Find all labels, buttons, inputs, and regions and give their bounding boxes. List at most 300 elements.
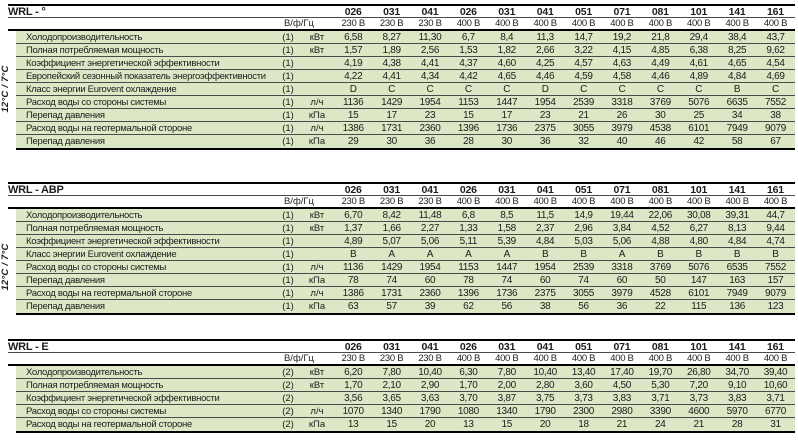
- cell-value: 17,40: [610, 366, 634, 378]
- row-footnote-ref: (1): [282, 122, 294, 134]
- cell-value: 6635: [726, 96, 748, 108]
- cell-value: 5970: [726, 405, 748, 417]
- model-header: 071: [613, 5, 631, 18]
- cell-value: C: [772, 83, 779, 95]
- row-label: Полная потребляемая мощность: [26, 44, 164, 56]
- row-footnote-ref: (1): [282, 136, 294, 147]
- row-unit: кПа: [308, 136, 326, 147]
- model-header: 101: [690, 340, 708, 353]
- cell-value: 10,40: [533, 366, 557, 378]
- cell-value: 3,73: [689, 392, 708, 404]
- table-row: [16, 44, 795, 57]
- cell-value: 1136: [343, 96, 364, 108]
- voltage-value: 400 В: [610, 196, 634, 207]
- model-header: 026: [459, 183, 477, 196]
- row-label: Холодопроизводительность: [26, 31, 143, 43]
- cell-value: 46: [655, 136, 666, 147]
- cell-value: 60: [424, 274, 436, 286]
- cell-value: A: [388, 248, 395, 260]
- cell-value: 3,71: [766, 392, 785, 404]
- cell-value: 15: [347, 109, 359, 121]
- cell-value: 1153: [458, 261, 479, 273]
- cell-value: 3055: [573, 287, 595, 299]
- row-label: Расход воды со стороны системы: [26, 96, 167, 108]
- cell-value: 4,69: [766, 70, 785, 82]
- cell-value: 6,7: [461, 31, 475, 43]
- cell-value: 2,37: [536, 222, 555, 234]
- voltage-value: 400 В: [763, 353, 788, 364]
- model-header: 141: [728, 340, 746, 353]
- cell-value: 2980: [611, 405, 633, 417]
- row-label: Расход воды со стороны системы: [26, 405, 167, 417]
- spec-table-3: [8, 339, 795, 433]
- cell-value: 4,89: [344, 235, 363, 247]
- cell-value: 56: [578, 301, 589, 312]
- row-label: Расход воды на геотермальной стороне: [26, 287, 192, 299]
- cell-value: 2,27: [420, 222, 440, 234]
- voltage-value: 400 В: [648, 196, 672, 207]
- cell-value: 4,84: [536, 235, 555, 247]
- row-label: Класс энергии Eurovent охлаждение: [26, 83, 177, 95]
- row-unit: кВт: [309, 379, 325, 391]
- cell-value: 40: [616, 136, 628, 147]
- cell-value: 1,70: [459, 379, 478, 391]
- voltage-value: 400 В: [571, 18, 596, 29]
- cell-value: 4,65: [497, 70, 516, 82]
- cell-value: 4,52: [651, 222, 670, 234]
- cell-value: 6,27: [689, 222, 708, 234]
- cell-value: 26: [616, 109, 628, 121]
- title-span: [8, 341, 334, 353]
- model-header: 026: [344, 183, 362, 196]
- cell-value: C: [426, 83, 434, 95]
- voltage-value: 230 В: [379, 353, 404, 364]
- voltage-value: 400 В: [571, 196, 596, 207]
- cell-value: 4,59: [574, 70, 593, 82]
- voltage-row: [8, 353, 795, 366]
- cell-value: C: [695, 83, 703, 95]
- cell-value: 34,70: [725, 366, 749, 378]
- model-header: 031: [383, 5, 401, 18]
- cell-value: 42: [693, 136, 704, 147]
- voltage-value: 230 В: [341, 18, 365, 29]
- cell-value: 6,58: [344, 31, 363, 43]
- cell-value: 74: [501, 274, 513, 286]
- voltage-value: 400 В: [533, 196, 557, 207]
- row-label: Перепад давления: [26, 301, 105, 312]
- row-label: Перепад давления: [26, 274, 105, 286]
- cell-value: 11,3: [536, 31, 554, 43]
- cell-value: 19,2: [612, 31, 632, 43]
- voltage-value: 400 В: [495, 196, 519, 207]
- voltage-value: 230 В: [418, 353, 442, 364]
- cell-value: 2375: [534, 287, 556, 299]
- cell-value: 11,48: [418, 209, 442, 221]
- row-unit: кВт: [309, 209, 325, 221]
- cell-value: 30: [386, 136, 397, 147]
- cell-value: 4,41: [420, 57, 440, 69]
- cell-value: 34: [731, 109, 743, 121]
- cell-value: 1,37: [344, 222, 363, 234]
- cell-value: A: [503, 248, 510, 260]
- row-label: Полная потребляемая мощность: [26, 379, 164, 391]
- cell-value: 4,85: [651, 44, 670, 56]
- row-label: Европейский сезонный показатель энергоэффективности: [26, 70, 266, 82]
- cell-value: 3390: [649, 405, 671, 417]
- row-footnote-ref: (1): [282, 287, 294, 299]
- cell-value: 1396: [457, 287, 479, 299]
- cell-value: C: [464, 83, 472, 95]
- cell-value: 3055: [573, 122, 595, 134]
- cell-value: 19,44: [610, 209, 634, 221]
- cell-value: 1429: [381, 261, 403, 273]
- cell-value: 30,08: [686, 209, 711, 221]
- cell-value: 6101: [688, 122, 710, 134]
- cell-value: 6,20: [344, 366, 363, 378]
- cell-value: 3,63: [420, 392, 440, 404]
- table-gap: [0, 315, 798, 339]
- cell-value: 1790: [419, 405, 441, 417]
- cell-value: 21,8: [651, 31, 670, 43]
- model-header: 081: [651, 183, 669, 196]
- table-row: [16, 418, 795, 431]
- row-footnote-ref: (1): [282, 96, 294, 108]
- cell-value: 1731: [381, 122, 403, 134]
- cell-value: 50: [655, 274, 666, 286]
- row-label: Коэффициент энергетической эффективности: [26, 392, 220, 404]
- model-header: 041: [421, 5, 439, 18]
- cell-value: 2375: [534, 122, 556, 134]
- cell-value: 4600: [688, 405, 710, 417]
- table-row: [16, 70, 795, 83]
- model-header: 081: [651, 340, 669, 353]
- model-header: 031: [383, 340, 401, 353]
- row-footnote-ref: (1): [282, 301, 294, 312]
- table-row: [16, 392, 795, 405]
- row-footnote-ref: (2): [282, 379, 294, 391]
- cell-value: 29: [347, 136, 359, 147]
- cell-value: 4,19: [344, 57, 363, 69]
- row-unit: кВт: [309, 44, 325, 56]
- cell-value: 2539: [573, 96, 595, 108]
- cell-value: 5,06: [420, 235, 440, 247]
- cell-value: 8,42: [382, 209, 401, 221]
- voltage-value: 400 В: [725, 353, 749, 364]
- cell-value: 3,87: [497, 392, 516, 404]
- cell-value: 1429: [381, 96, 403, 108]
- cell-value: 4,49: [651, 57, 670, 69]
- table-row: [16, 57, 795, 70]
- cell-value: 9,62: [766, 44, 785, 56]
- row-label: Холодопроизводительность: [26, 366, 143, 378]
- cell-value: 1954: [419, 261, 441, 273]
- cell-value: 38: [770, 109, 781, 121]
- row-unit: кПа: [308, 274, 326, 286]
- table-gap: [0, 150, 798, 182]
- model-header: 071: [613, 340, 631, 353]
- cell-value: 2,90: [420, 379, 440, 391]
- cell-value: 8,4: [500, 31, 514, 43]
- row-unit: кВт: [309, 31, 325, 43]
- cell-value: 36: [424, 136, 436, 147]
- cell-value: 38: [539, 301, 551, 312]
- cell-value: 74: [578, 274, 589, 286]
- voltage-value: 400 В: [725, 196, 749, 207]
- cell-value: 4538: [649, 122, 671, 134]
- cell-value: A: [465, 248, 472, 260]
- table-row: [16, 287, 795, 300]
- cell-value: 39: [424, 301, 436, 312]
- cell-value: 13,40: [571, 366, 596, 378]
- cell-value: B: [541, 248, 549, 260]
- cell-value: 67: [770, 136, 781, 147]
- cell-value: 2300: [573, 405, 595, 417]
- cell-value: 2,66: [536, 44, 555, 56]
- cell-value: 1954: [419, 96, 441, 108]
- cell-value: 4,34: [420, 70, 440, 82]
- table-row: [16, 83, 795, 96]
- cell-value: 6770: [764, 405, 787, 417]
- table-row: [16, 235, 795, 248]
- voltage-value: 400 В: [571, 353, 596, 364]
- cell-value: 4,63: [612, 57, 632, 69]
- cell-value: 28: [463, 136, 474, 147]
- cell-value: 1070: [342, 405, 364, 417]
- cell-value: 4,25: [536, 57, 555, 69]
- cell-value: 3769: [649, 96, 671, 108]
- table-row: [16, 109, 795, 122]
- cell-value: 15: [463, 109, 474, 121]
- cell-value: 78: [463, 274, 474, 286]
- cell-value: 6,30: [459, 366, 478, 378]
- cell-value: 1153: [458, 96, 479, 108]
- cell-value: 5,03: [574, 235, 593, 247]
- row-footnote-ref: (1): [282, 31, 294, 43]
- model-header: 026: [459, 5, 477, 18]
- cell-value: 60: [616, 274, 628, 286]
- cell-value: 1736: [496, 122, 518, 134]
- table-row: [16, 135, 795, 148]
- voltage-value: 400 В: [456, 353, 481, 364]
- cell-value: 4,38: [382, 57, 401, 69]
- voltage-value: 400 В: [456, 18, 481, 29]
- voltage-header-label: В/ф/Гц: [283, 196, 314, 207]
- table-row: [16, 261, 795, 274]
- row-unit: л/ч: [310, 287, 324, 299]
- cell-value: 1954: [534, 96, 556, 108]
- voltage-row: [8, 18, 795, 31]
- cell-value: 1790: [534, 405, 556, 417]
- cell-value: 9,44: [766, 222, 785, 234]
- cell-value: 21: [616, 419, 628, 430]
- cell-value: 20: [424, 419, 436, 430]
- cell-value: 36: [616, 301, 628, 312]
- cell-value: 8,25: [727, 44, 747, 56]
- cell-value: 3,60: [574, 379, 593, 391]
- model-header: 026: [344, 5, 362, 18]
- row-footnote-ref: (1): [282, 274, 294, 286]
- row-footnote-ref: (1): [282, 235, 294, 247]
- row-unit: л/ч: [310, 261, 324, 273]
- cell-value: 3,83: [727, 392, 747, 404]
- cell-value: 4,22: [344, 70, 363, 82]
- cell-value: 2,00: [497, 379, 516, 391]
- row-footnote-ref: (2): [282, 405, 294, 417]
- cell-value: 22,06: [648, 209, 673, 221]
- cell-value: 2,10: [382, 379, 401, 391]
- cell-value: 4,50: [612, 379, 632, 391]
- row-footnote-ref: (2): [282, 366, 294, 378]
- cell-value: 3,75: [536, 392, 555, 404]
- table-row: [16, 300, 795, 313]
- cell-value: 9079: [764, 287, 787, 299]
- model-header: 141: [728, 5, 746, 18]
- cell-value: 31: [770, 419, 781, 430]
- voltage-value: 400 В: [610, 353, 634, 364]
- table-title-row: [8, 182, 795, 196]
- model-header: 141: [728, 183, 746, 196]
- cell-value: 39,40: [763, 366, 788, 378]
- cell-value: 5076: [688, 96, 710, 108]
- table-body: [16, 209, 795, 315]
- cell-value: B: [733, 248, 741, 260]
- row-unit: кВт: [309, 222, 325, 234]
- table-row: [16, 222, 795, 235]
- cell-value: 74: [386, 274, 397, 286]
- series-title: WRL - °: [8, 5, 46, 18]
- cell-value: 13: [463, 419, 474, 430]
- cell-value: 10,60: [763, 379, 788, 391]
- cell-value: 7,80: [497, 366, 516, 378]
- row-footnote-ref: (1): [282, 57, 294, 69]
- cell-value: 4,65: [727, 57, 747, 69]
- cell-value: C: [580, 83, 587, 95]
- cell-value: 1731: [381, 287, 403, 299]
- cell-value: 1,66: [382, 222, 401, 234]
- cell-value: 5,07: [382, 235, 401, 247]
- voltage-value: 400 В: [495, 18, 519, 29]
- cell-value: 4,42: [459, 70, 478, 82]
- cell-value: 7,20: [689, 379, 708, 391]
- model-header: 071: [613, 183, 631, 196]
- water-temp-side-label: 12°C / 7°C: [0, 243, 11, 291]
- cell-value: 3979: [611, 287, 633, 299]
- cell-value: 57: [386, 301, 397, 312]
- model-header: 031: [498, 5, 516, 18]
- row-label: Перепад давления: [26, 136, 105, 147]
- model-header: 041: [536, 340, 554, 353]
- model-header: 051: [575, 183, 592, 196]
- row-label: Класс энергии Eurovent охлаждение: [26, 248, 177, 260]
- table-body: [16, 366, 795, 433]
- cell-value: 3979: [611, 122, 633, 134]
- cell-value: B: [350, 248, 357, 260]
- cell-value: 123: [767, 301, 784, 312]
- cell-value: 3,83: [612, 392, 632, 404]
- model-header: 031: [498, 183, 516, 196]
- cell-value: 11,5: [536, 209, 554, 221]
- cell-value: 4,80: [689, 235, 708, 247]
- cell-value: 1340: [496, 405, 518, 417]
- voltage-header-label: В/ф/Гц: [283, 18, 314, 29]
- cell-value: 4528: [649, 287, 671, 299]
- cell-value: 21: [578, 109, 589, 121]
- cell-value: 24: [655, 419, 666, 430]
- cell-value: 56: [501, 301, 513, 312]
- voltage-header-label: В/ф/Гц: [283, 353, 314, 364]
- cell-value: 25: [693, 109, 704, 121]
- cell-value: 4,54: [766, 57, 785, 69]
- cell-value: 2,56: [420, 44, 440, 56]
- cell-value: 3318: [611, 261, 633, 273]
- cell-value: B: [733, 83, 741, 95]
- cell-value: 1080: [457, 405, 479, 417]
- cell-value: 6535: [726, 261, 748, 273]
- cell-value: 4,15: [612, 44, 632, 56]
- cell-value: 4,46: [651, 70, 670, 82]
- voltage-value: 400 В: [495, 353, 519, 364]
- table-row: [16, 122, 795, 135]
- cell-value: 38,4: [727, 31, 747, 43]
- cell-value: 1,58: [497, 222, 516, 234]
- cell-value: 1340: [381, 405, 403, 417]
- model-header: 041: [421, 183, 439, 196]
- cell-value: 3318: [611, 96, 633, 108]
- table-row: [16, 96, 795, 109]
- row-label: Полная потребляемая мощность: [26, 222, 164, 234]
- cell-value: 2360: [419, 287, 441, 299]
- cell-value: 30: [501, 136, 513, 147]
- cell-value: 17: [501, 109, 513, 121]
- cell-value: 15: [501, 419, 513, 430]
- cell-value: 1736: [496, 287, 518, 299]
- cell-value: 9,10: [727, 379, 747, 391]
- cell-value: 18: [578, 419, 589, 430]
- cell-value: 36: [539, 136, 551, 147]
- cell-value: 4,37: [459, 57, 478, 69]
- voltage-value: 230 В: [418, 196, 442, 207]
- cell-value: 14,9: [574, 209, 593, 221]
- cell-value: 28: [731, 419, 743, 430]
- cell-value: 4,88: [651, 235, 670, 247]
- cell-value: 1,82: [497, 44, 516, 56]
- cell-value: 39,31: [725, 209, 749, 221]
- cell-value: 60: [539, 274, 551, 286]
- table-row: [16, 405, 795, 418]
- cell-value: 10,40: [418, 366, 442, 378]
- cell-value: 1,33: [459, 222, 478, 234]
- cell-value: B: [580, 248, 587, 260]
- cell-value: 2,96: [574, 222, 593, 234]
- cell-value: A: [426, 248, 434, 260]
- row-footnote-ref: (1): [282, 248, 294, 260]
- cell-value: 3,73: [574, 392, 593, 404]
- cell-value: 5,30: [651, 379, 670, 391]
- cell-value: 8,5: [500, 209, 514, 221]
- cell-value: 78: [347, 274, 359, 286]
- model-header: 161: [767, 183, 784, 196]
- row-label: Расход воды со стороны системы: [26, 261, 167, 273]
- cell-value: B: [772, 248, 779, 260]
- table-row: [16, 366, 795, 379]
- cell-value: 23: [424, 109, 436, 121]
- cell-value: 4,41: [382, 70, 401, 82]
- cell-value: 26,80: [686, 366, 711, 378]
- cell-value: 3,84: [612, 222, 632, 234]
- table-body: [16, 31, 795, 150]
- cell-value: 157: [767, 274, 784, 286]
- voltage-value: 400 В: [456, 196, 481, 207]
